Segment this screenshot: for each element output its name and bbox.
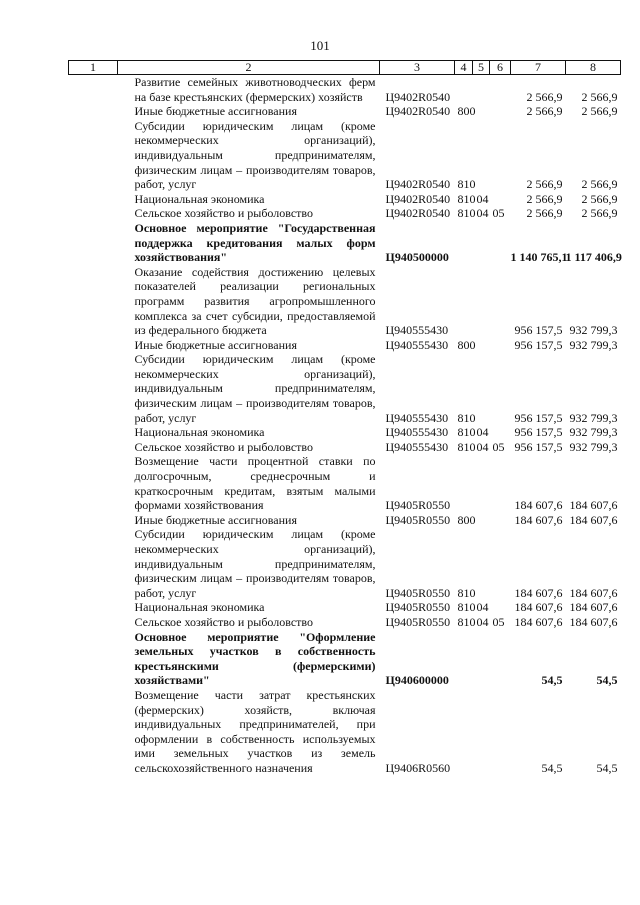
row-name: Сельское хозяйство и рыболовство	[134, 614, 314, 629]
row-subsection: 05	[492, 614, 505, 629]
row-expense-type: 810	[457, 191, 476, 206]
table-row	[69, 192, 621, 207]
header-col-3: 3	[380, 61, 455, 75]
table-row	[69, 513, 621, 528]
row-name: Возмещение части затрат крестьянских (фермерских) хозяйств, включая индивидуальных предпринимателей, при оформлении в собственность используемых ими земельных участков из земель сельскохозяйственного назначения	[134, 687, 376, 775]
row-spacer	[69, 75, 118, 105]
row-name: Сельское хозяйство и рыболовство	[134, 206, 314, 221]
row-name: Основное мероприятие "Оформление земельных участков в собственность крестьянскими (фермерскими) хозяйствами"	[134, 629, 376, 688]
row-amount-col8: 932 799,3	[569, 439, 618, 454]
row-expense-type	[455, 265, 473, 338]
row-subsection: 05	[492, 439, 505, 454]
row-amount-col7: 2 566,9	[526, 191, 563, 206]
row-subsection	[490, 600, 511, 615]
row-spacer	[69, 352, 118, 425]
row-name: Развитие семейных животноводческих ферм на базе крестьянских (фермерских) хозяйств	[134, 75, 376, 104]
row-section	[473, 688, 490, 776]
header-col-7: 7	[511, 61, 566, 75]
row-spacer	[69, 630, 118, 688]
table-row	[69, 688, 621, 776]
row-expense-type: 810	[457, 425, 476, 440]
row-code: Ц9402R0540	[385, 104, 451, 119]
table-row	[69, 352, 621, 425]
row-code: Ц940555430	[385, 425, 449, 440]
row-name: Субсидии юридическим лицам (кроме некоммерческих организаций), индивидуальным предпринимателям, физическим лицам – производителям товаров, работ, услуг	[134, 352, 376, 425]
row-section	[473, 630, 490, 688]
row-expense-type: 800	[457, 512, 476, 527]
row-subsection	[490, 425, 511, 440]
row-expense-type: 800	[457, 104, 476, 119]
row-spacer	[69, 615, 118, 630]
row-spacer	[69, 425, 118, 440]
table-row	[69, 221, 621, 265]
row-spacer	[69, 338, 118, 353]
row-spacer	[69, 513, 118, 528]
row-subsection	[490, 527, 511, 600]
row-code: Ц9402R0540	[385, 177, 451, 192]
table-row	[69, 600, 621, 615]
row-spacer	[69, 265, 118, 338]
row-amount-col8: 184 607,6	[569, 585, 618, 600]
row-amount-col8: 184 607,6	[569, 600, 618, 615]
row-spacer	[69, 454, 118, 512]
row-spacer	[69, 206, 118, 221]
table-row	[69, 425, 621, 440]
budget-table	[68, 60, 621, 776]
row-section: 04	[476, 439, 489, 454]
row-section	[473, 454, 490, 512]
row-subsection	[490, 338, 511, 353]
row-expense-type	[455, 630, 473, 688]
row-amount-col7: 2 566,9	[526, 206, 563, 221]
header-col-5: 5	[473, 61, 490, 75]
row-amount-col7: 956 157,5	[514, 323, 563, 338]
row-section: 04	[476, 600, 489, 615]
row-expense-type: 810	[457, 614, 476, 629]
row-amount-col7: 2 566,9	[526, 177, 563, 192]
row-name: Национальная экономика	[134, 425, 265, 440]
row-code: Ц9402R0540	[385, 89, 451, 104]
row-amount-col7: 184 607,6	[514, 585, 563, 600]
row-amount-col8: 1 117 406,9	[565, 250, 622, 265]
row-code: Ц940555430	[385, 439, 449, 454]
row-amount-col8: 932 799,3	[569, 323, 618, 338]
row-expense-type: 810	[457, 439, 476, 454]
row-section: 04	[476, 425, 489, 440]
row-amount-col8: 184 607,6	[569, 614, 618, 629]
table-row	[69, 338, 621, 353]
row-amount-col8: 54,5	[596, 673, 618, 688]
row-name: Национальная экономика	[134, 600, 265, 615]
row-subsection	[490, 688, 511, 776]
table-row	[69, 615, 621, 630]
row-subsection	[490, 221, 511, 265]
table-row	[69, 454, 621, 512]
row-amount-col7: 956 157,5	[514, 410, 563, 425]
row-amount-col7: 2 566,9	[526, 104, 563, 119]
row-section: 04	[476, 206, 489, 221]
row-subsection	[490, 104, 511, 119]
row-spacer	[69, 527, 118, 600]
row-amount-col7: 184 607,6	[514, 614, 563, 629]
page-number: 101	[310, 38, 330, 53]
row-subsection: 05	[492, 206, 505, 221]
table-row	[69, 119, 621, 192]
row-amount-col8: 54,5	[596, 760, 618, 775]
row-spacer	[69, 192, 118, 207]
table-row	[69, 440, 621, 455]
row-subsection	[490, 352, 511, 425]
row-subsection	[490, 513, 511, 528]
row-spacer	[69, 104, 118, 119]
row-amount-col7: 956 157,5	[514, 439, 563, 454]
table-row	[69, 630, 621, 688]
row-subsection	[490, 75, 511, 105]
row-code: Ц9405R0550	[385, 600, 451, 615]
row-amount-col7: 1 140 765,1	[510, 250, 568, 265]
table-row	[69, 206, 621, 221]
row-code: Ц9405R0550	[385, 614, 451, 629]
row-name: Иные бюджетные ассигнования	[134, 337, 297, 352]
row-code: Ц9402R0540	[385, 191, 451, 206]
row-subsection	[490, 192, 511, 207]
row-amount-col7: 184 607,6	[514, 512, 563, 527]
row-amount-col8: 932 799,3	[569, 410, 618, 425]
row-spacer	[69, 600, 118, 615]
row-code: Ц9405R0550	[385, 585, 451, 600]
row-subsection	[490, 265, 511, 338]
row-expense-type: 810	[457, 585, 476, 600]
row-subsection	[490, 454, 511, 512]
row-expense-type: 810	[457, 410, 476, 425]
row-amount-col8: 2 566,9	[581, 206, 618, 221]
table-row	[69, 527, 621, 600]
row-amount-col8: 2 566,9	[581, 177, 618, 192]
row-expense-type	[455, 221, 473, 265]
row-name: Возмещение части процентной ставки по долгосрочным, среднесрочным и краткосрочным кредитам, взятым малыми формами хозяйствования	[134, 454, 376, 513]
row-amount-col7: 54,5	[541, 760, 563, 775]
row-amount-col8: 184 607,6	[569, 512, 618, 527]
table-row	[69, 104, 621, 119]
row-section	[473, 221, 490, 265]
row-section	[473, 265, 490, 338]
row-name: Сельское хозяйство и рыболовство	[134, 439, 314, 454]
row-amount-col7: 54,5	[541, 673, 563, 688]
row-code: Ц940555430	[385, 323, 449, 338]
row-name: Основное мероприятие "Государственная поддержка кредитования малых форм хозяйствования"	[134, 220, 376, 265]
row-code: Ц940555430	[385, 410, 449, 425]
row-code: Ц9405R0550	[385, 498, 451, 513]
table-row	[69, 265, 621, 338]
row-name: Иные бюджетные ассигнования	[134, 512, 297, 527]
row-amount-col7: 956 157,5	[514, 425, 563, 440]
row-spacer	[69, 119, 118, 192]
row-expense-type: 800	[457, 337, 476, 352]
row-name: Национальная экономика	[134, 191, 265, 206]
row-expense-type	[455, 454, 473, 512]
table-row	[69, 75, 621, 105]
row-amount-col8: 2 566,9	[581, 191, 618, 206]
row-section	[473, 75, 490, 105]
row-name: Иные бюджетные ассигнования	[134, 104, 297, 119]
row-amount-col7: 184 607,6	[514, 600, 563, 615]
row-spacer	[69, 221, 118, 265]
row-code: Ц9406R0560	[385, 760, 451, 775]
row-code: Ц9405R0550	[385, 512, 451, 527]
row-amount-col7: 2 566,9	[526, 89, 563, 104]
header-col-6: 6	[490, 61, 511, 75]
header-col-1: 1	[69, 61, 118, 75]
row-section: 04	[476, 614, 489, 629]
row-amount-col8: 932 799,3	[569, 337, 618, 352]
row-expense-type	[455, 688, 473, 776]
header-col-2: 2	[118, 61, 380, 75]
row-subsection	[490, 119, 511, 192]
header-col-4: 4	[455, 61, 473, 75]
row-amount-col8: 2 566,9	[581, 104, 618, 119]
row-amount-col8: 184 607,6	[569, 498, 618, 513]
header-col-8: 8	[566, 61, 621, 75]
row-expense-type: 810	[457, 177, 476, 192]
row-expense-type	[455, 75, 473, 105]
row-name: Субсидии юридическим лицам (кроме некоммерческих организаций), индивидуальным предпринимателям, физическим лицам – производителям товаров, работ, услуг	[134, 118, 376, 192]
row-amount-col7: 184 607,6	[514, 498, 563, 513]
row-code: Ц9402R0540	[385, 206, 451, 221]
row-name: Субсидии юридическим лицам (кроме некоммерческих организаций), индивидуальным предпринимателям, физическим лицам – производителям товаров, работ, услуг	[134, 527, 376, 600]
row-amount-col8: 2 566,9	[581, 89, 618, 104]
row-code: Ц940500000	[385, 250, 449, 265]
row-spacer	[69, 688, 118, 776]
row-amount-col8: 932 799,3	[569, 425, 618, 440]
row-expense-type: 810	[457, 206, 476, 221]
row-section: 04	[476, 191, 489, 206]
row-name: Оказание содействия достижению целевых показателей реализации региональных программ развития агропромышленного комплекса за счет субсидии, предоставляемой из федерального бюджета	[134, 264, 376, 338]
row-spacer	[69, 440, 118, 455]
row-expense-type: 810	[457, 600, 476, 615]
row-subsection	[490, 630, 511, 688]
header-row	[69, 61, 621, 75]
row-amount-col7: 956 157,5	[514, 337, 563, 352]
row-code: Ц940600000	[385, 673, 449, 688]
row-code: Ц940555430	[385, 337, 449, 352]
